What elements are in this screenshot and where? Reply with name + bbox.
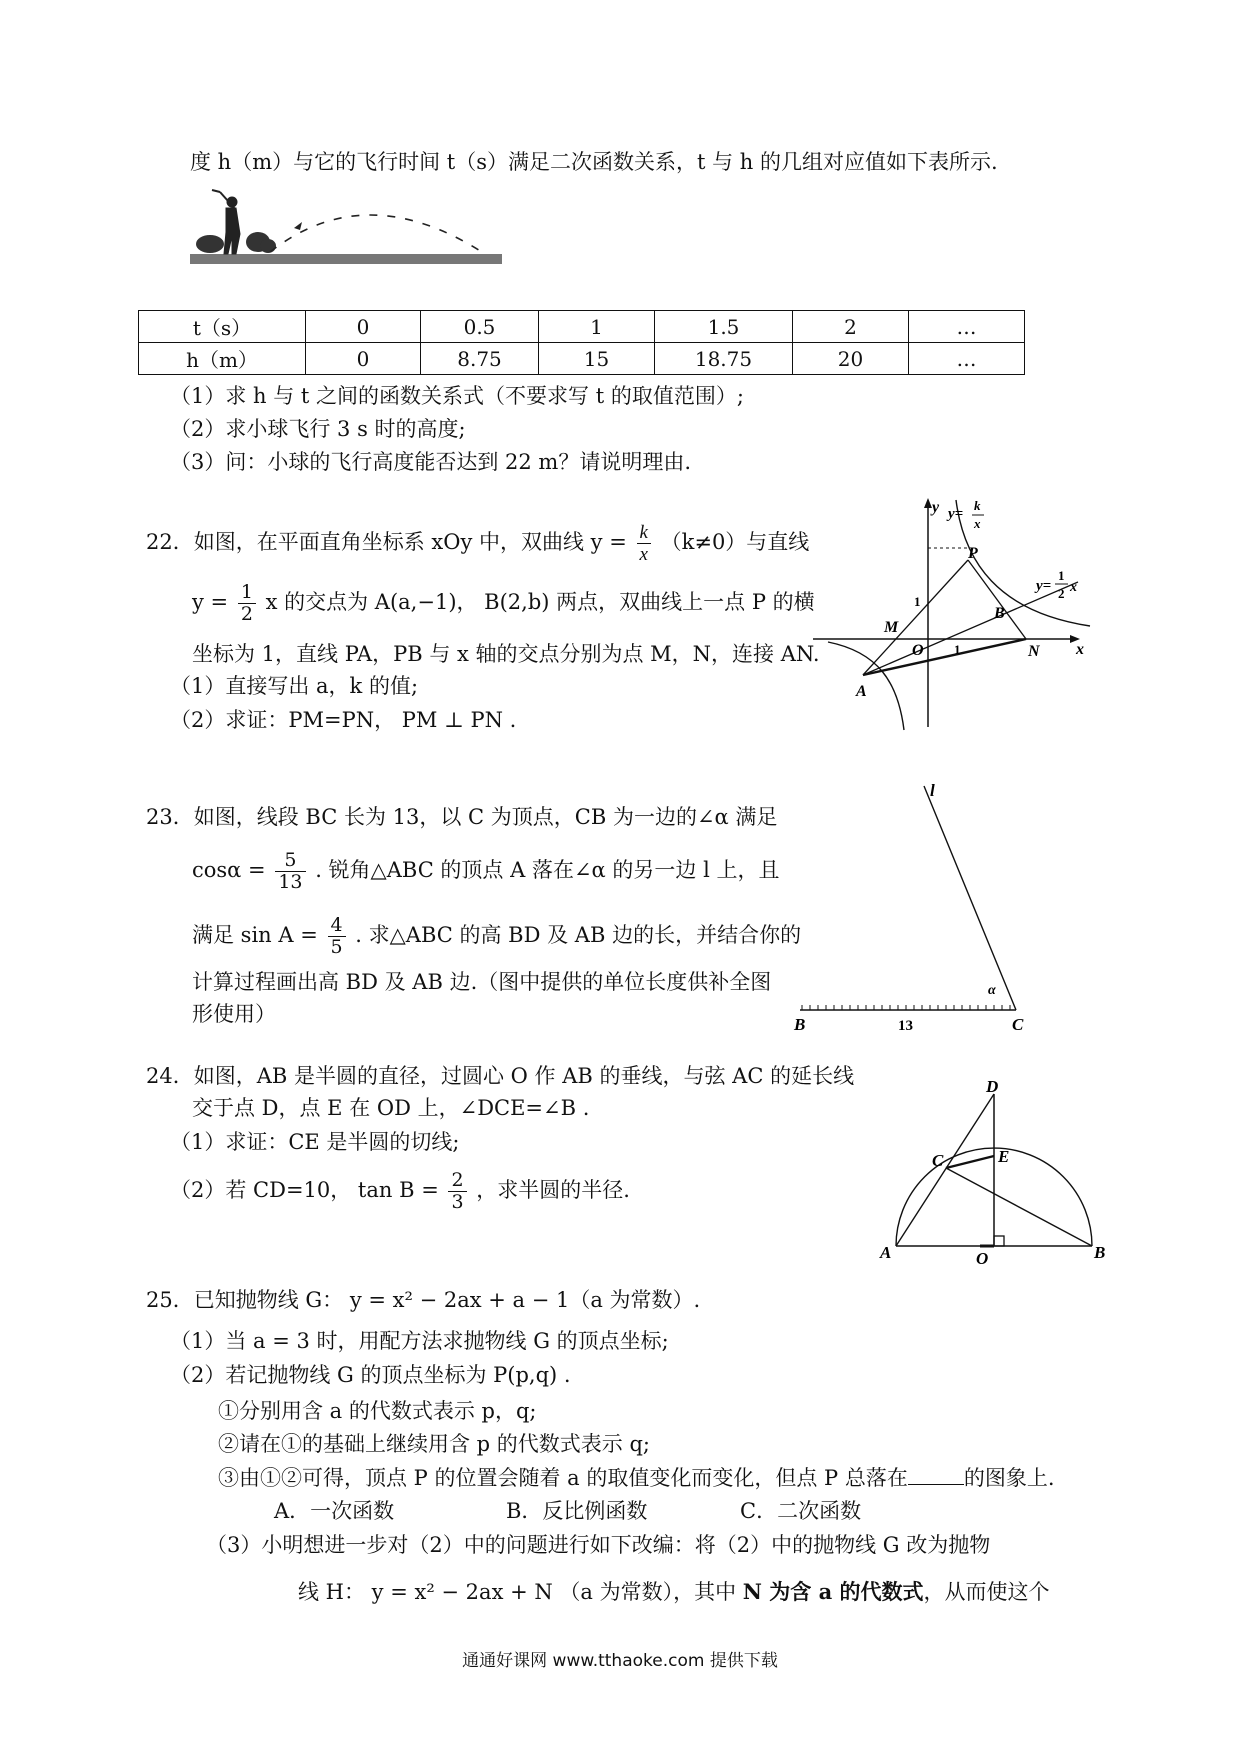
table-cell: 18.75 [655, 343, 793, 375]
q24-line2: 交于点 D，点 E 在 OD 上，∠DCE=∠B . [192, 1096, 590, 1120]
q23-line1: 23．如图，线段 BC 长为 13，以 C 为顶点，CB 为一边的∠α 满足 [146, 805, 778, 829]
q21-part2: （2）求小球飞行 3 s 时的高度; [170, 417, 466, 441]
q25-sub3-a: ③由①②可得，顶点 P 的位置会随着 a 的取值变化而变化，但点 P 总落在 [218, 1466, 908, 1490]
line-PB [968, 560, 1026, 639]
fraction-numerator: 2 [448, 1170, 466, 1192]
line-label-var: x [1070, 580, 1077, 595]
y-axis-label: y [932, 499, 940, 516]
fraction-numerator: k [637, 522, 651, 544]
fraction-denominator: x [639, 544, 648, 565]
fraction-denominator: 2 [240, 603, 253, 625]
trajectory-arrow [294, 222, 302, 230]
q22-line1 [146, 522, 809, 565]
intro-line: 度 h（m）与它的飞行时间 t（s）满足二次函数关系，t 与 h 的几组对应值如下表所示. [190, 150, 998, 174]
q25-last-bold: N 为含 a 的代数式 [742, 1579, 924, 1604]
table-cell: … [909, 343, 1025, 375]
fraction-4-over-5 [328, 915, 346, 958]
q24-figure [876, 1076, 1116, 1268]
fraction-one-half [238, 582, 256, 625]
q23-line3 [192, 915, 801, 958]
line-AN [863, 639, 1026, 675]
table-cell: h（m） [139, 343, 306, 375]
q25-last-a: 线 H： y = x² − 2ax + N （a 为常数），其中 [298, 1580, 737, 1604]
x-axis-label: x [1076, 641, 1084, 658]
q23-line3-b: . 求△ABC 的高 BD 及 AB 边的长，并结合你的 [355, 923, 802, 947]
q24-part1: （1）求证：CE 是半圆的切线; [170, 1130, 460, 1154]
q22-line3: 坐标为 1，直线 PA，PB 与 x 轴的交点分别为点 M，N，连接 AN. [192, 642, 820, 666]
q25-last-c: ，从而使这个 [923, 1580, 1050, 1604]
ground-strip [190, 254, 502, 264]
q22-line1-b: （k≠0）与直线 [660, 530, 810, 554]
fraction-numerator: 1 [238, 582, 256, 604]
fraction-k-over-x [637, 522, 651, 565]
table-cell: 0.5 [421, 311, 539, 343]
point-M: M [884, 619, 899, 636]
fraction-denominator: 5 [330, 936, 343, 958]
q23-line2-b: . 锐角△ABC 的顶点 A 落在∠α 的另一边 l 上，且 [315, 858, 780, 882]
table-row [139, 343, 1025, 375]
label-A: A [880, 1243, 892, 1262]
label-O: O [976, 1249, 989, 1268]
q23-line5: 形使用） [192, 1002, 276, 1026]
q24-line1: 24．如图，AB 是半圆的直径，过圆心 O 作 AB 的垂线，与弦 AC 的延长线 [146, 1064, 855, 1088]
q24-part2-a: （2）若 CD=10， tan B = [170, 1178, 439, 1202]
table-cell: 1.5 [655, 311, 793, 343]
q25-sub3 [218, 1464, 1055, 1492]
chord-CB [946, 1168, 1092, 1246]
hyperbola-label-den: x [974, 516, 981, 531]
q25-line1: 25．已知抛物线 G： y = x² − 2ax + a − 1（a 为常数）. [146, 1288, 701, 1312]
table-cell: 8.75 [421, 343, 539, 375]
q25-option-a: A．一次函数 [274, 1499, 395, 1523]
fraction-denominator: 3 [451, 1191, 464, 1213]
line-label: y= [1036, 578, 1052, 594]
fraction-5-over-13 [275, 850, 305, 893]
q24-part2-b: ，求半圆的半径. [476, 1178, 630, 1202]
right-angle-mark [994, 1236, 1004, 1246]
q21-part3: （3）问：小球的飞行高度能否达到 22 m？请说明理由. [170, 450, 692, 474]
q22-line2-b: x 的交点为 A(a,−1)， B(2,b) 两点，双曲线上一点 P 的横 [265, 590, 815, 614]
point-A: A [856, 683, 867, 700]
data-table [138, 310, 1025, 375]
q22-line2-a: y = [192, 590, 229, 614]
q25-part2: （2）若记抛物线 G 的顶点坐标为 P(p,q) . [170, 1363, 571, 1387]
q25-option-b: B．反比例函数 [506, 1499, 648, 1523]
label-E: E [998, 1147, 1010, 1166]
q25-sub2: ②请在①的基础上继续用含 p 的代数式表示 q; [218, 1432, 650, 1456]
table-cell: 0 [306, 311, 421, 343]
footer-text: 通通好课网 www.tthaoke.com 提供下载 [462, 1651, 778, 1671]
label-13: 13 [898, 1018, 913, 1032]
table-cell: t（s） [139, 311, 306, 343]
ray-l [924, 786, 1016, 1010]
fraction-numerator: 4 [328, 915, 346, 937]
point-P: P [968, 545, 978, 562]
label-D: D [986, 1077, 999, 1096]
q22-line1-a: 22．如图，在平面直角坐标系 xOy 中，双曲线 y = [146, 530, 627, 554]
q25-part3: （3）小明想进一步对（2）中的问题进行如下改编：将（2）中的抛物线 G 改为抛物 [206, 1533, 991, 1557]
golf-illustration [190, 188, 510, 270]
q25-option-c: C．二次函数 [740, 1499, 862, 1523]
label-B: B [794, 1015, 806, 1032]
label-C: C [1012, 1015, 1024, 1032]
q25-part1: （1）当 a = 3 时，用配方法求抛物线 G 的顶点坐标; [170, 1329, 669, 1353]
line-AD [896, 1094, 994, 1246]
q24-part2 [170, 1170, 630, 1213]
q25-sub3-b: 的图象上. [963, 1466, 1055, 1490]
q23-line2 [192, 850, 779, 893]
label-B: B [1094, 1243, 1106, 1262]
y-axis-arrow [924, 498, 932, 508]
q23-figure [790, 772, 1040, 1032]
fraction-2-over-3 [448, 1170, 466, 1213]
table-cell: 1 [539, 311, 655, 343]
ball-trajectory [270, 215, 482, 252]
q22-part1: （1）直接写出 a，k 的值; [170, 674, 419, 698]
label-l: l [930, 781, 935, 800]
label-C: C [932, 1151, 944, 1170]
q25-last-line [298, 1578, 1050, 1606]
point-N: N [1028, 643, 1040, 660]
fraction-denominator: 13 [278, 871, 303, 893]
table-cell: 20 [793, 343, 909, 375]
hyperbola-label-num: k [974, 498, 981, 513]
q21-part1: （1）求 h 与 t 之间的函数关系式（不要求写 t 的取值范围）; [170, 384, 744, 408]
table-cell: … [909, 311, 1025, 343]
tick-one-x: 1 [954, 642, 961, 657]
tick-one-y: 1 [914, 594, 921, 609]
table-cell: 15 [539, 343, 655, 375]
line-label-den: 2 [1058, 586, 1065, 601]
point-O: O [912, 642, 924, 659]
table-row [139, 311, 1025, 343]
q25-sub1: ①分别用含 a 的代数式表示 p，q; [218, 1399, 537, 1423]
q22-figure [808, 492, 1098, 734]
line-label-num: 1 [1058, 568, 1065, 583]
hyperbola-label: y= [948, 506, 964, 522]
q23-line3-a: 满足 sin A = [192, 923, 318, 947]
q23-line4: 计算过程画出高 BD 及 AB 边.（图中提供的单位长度供补全图 [192, 970, 772, 994]
q22-part2: （2）求证：PM=PN， PM ⊥ PN . [170, 708, 517, 732]
label-alpha: α [988, 983, 996, 998]
q22-line2 [192, 582, 815, 625]
fraction-numerator: 5 [275, 850, 305, 872]
point-B: B [994, 605, 1005, 622]
table-cell: 2 [793, 311, 909, 343]
q23-line2-a: cosα = [192, 858, 266, 882]
table-cell: 0 [306, 343, 421, 375]
answer-blank[interactable] [908, 1464, 964, 1485]
